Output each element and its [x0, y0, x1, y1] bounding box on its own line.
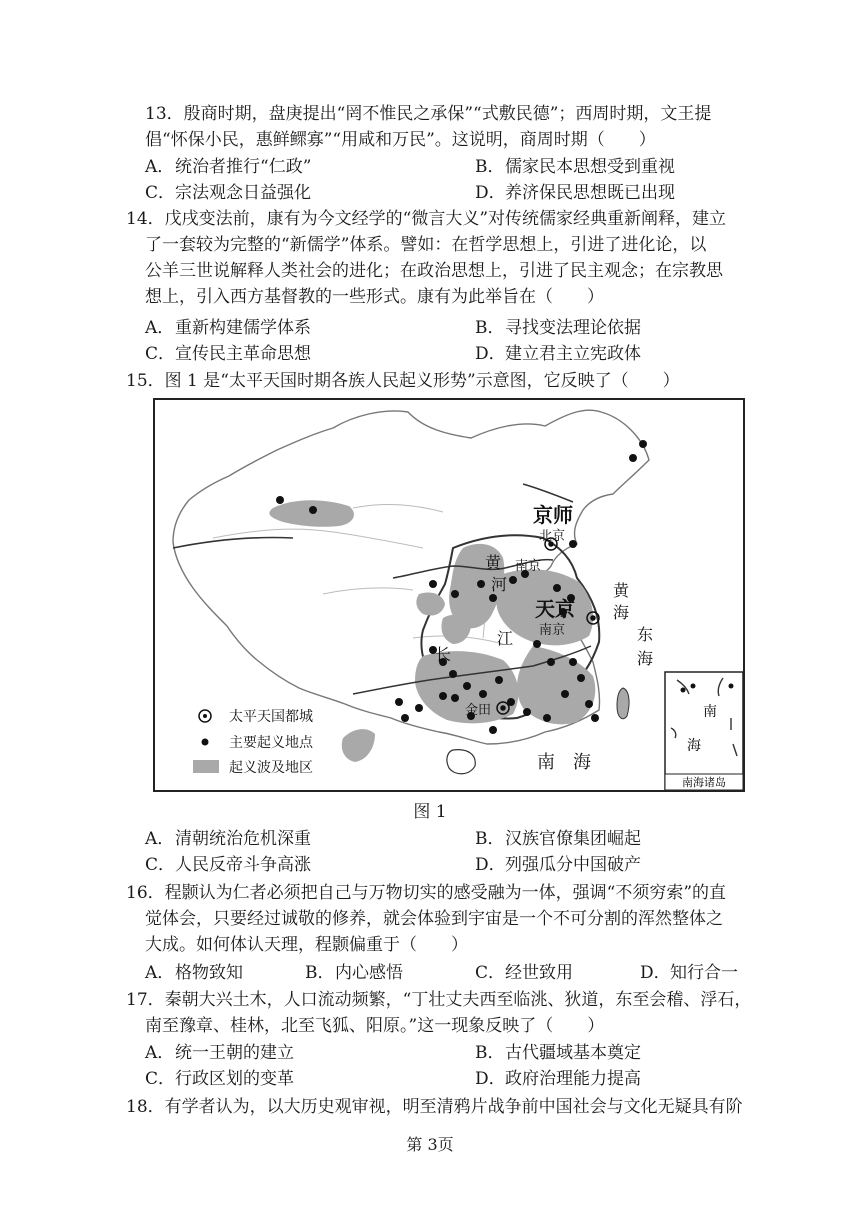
uprising-point [451, 694, 459, 702]
uprising-point [439, 692, 447, 700]
uprising-point [477, 580, 485, 588]
question-17-line-1: 17．秦朝大兴土木，人口流动频繁，“丁壮丈夫西至临洮、狄道，东至会稽、浮石， [126, 990, 752, 1010]
question-17-line-2: 南至豫章、桂林，北至飞狐、阳原。”这一现象反映了（ ） [145, 1016, 605, 1036]
option-d[interactable]: D．建立君主立宪政体 [475, 344, 641, 364]
label-inset-caption: 南海诸岛 [682, 777, 726, 789]
label-huang: 黄 [485, 555, 502, 572]
option-c[interactable]: C．宗法观念日益强化 [145, 183, 311, 203]
uprising-point [543, 714, 551, 722]
uprising-point [509, 576, 517, 584]
option-c[interactable]: C．人民反帝斗争高涨 [145, 855, 311, 875]
uprising-point [547, 658, 555, 666]
taiwan-island [617, 688, 629, 719]
question-15 [126, 368, 766, 394]
uprising-point [395, 698, 403, 706]
dot-icon [202, 739, 209, 746]
question-13-options [145, 154, 765, 206]
option-a[interactable]: A．重新构建儒学体系 [145, 318, 311, 338]
uprising-point [561, 690, 569, 698]
option-a[interactable]: A．统治者推行“仁政” [145, 157, 312, 177]
uprising-point [569, 658, 577, 666]
question-14-line-4: 想上，引入西方基督教的一些形式。康有为此举旨在（ ） [145, 287, 604, 307]
label-tianjing: 天京 [535, 599, 575, 621]
uprising-point [309, 506, 317, 514]
option-b[interactable]: B．汉族官僚集团崛起 [475, 829, 641, 849]
option-a[interactable]: A．格物致知 [145, 963, 243, 983]
label-inset-hai: 海 [687, 737, 701, 753]
option-b[interactable]: B．内心感悟 [305, 963, 403, 983]
option-b[interactable]: B．儒家民本思想受到重视 [475, 157, 675, 177]
question-13-line-2: 倡“怀保小民，惠鲜鳏寡”“用咸和万民”。这说明，商周时期（ ） [145, 130, 656, 150]
uprising-point [553, 584, 561, 592]
uprising-point [585, 700, 593, 708]
svg-text:起义波及地区: 起义波及地区 [229, 759, 313, 775]
svg-text:太平天国都城: 太平天国都城 [229, 708, 313, 724]
label-donghai-2: 海 [637, 651, 654, 668]
option-c[interactable]: C．行政区划的变革 [145, 1069, 294, 1089]
uprising-point [276, 496, 284, 504]
label-he: 河 [491, 577, 508, 594]
option-b[interactable]: B．古代疆域基本奠定 [475, 1043, 641, 1063]
question-15-line-1: 15．图 1 是“太平天国时期各族人民起义形势”示意图，它反映了（ ） [126, 371, 680, 391]
svg-text:主要起义地点: 主要起义地点 [229, 734, 313, 750]
option-c[interactable]: C．经世致用 [475, 963, 573, 983]
question-18 [126, 1094, 766, 1120]
label-jiang: 江 [497, 631, 514, 648]
uprising-point [591, 714, 599, 722]
uprising-point [401, 714, 409, 722]
option-d[interactable]: D．政府治理能力提高 [475, 1069, 641, 1089]
page-number: 第 3页 [406, 1135, 454, 1154]
label-inset-nan: 南 [703, 703, 717, 719]
option-a[interactable]: A．统一王朝的建立 [145, 1043, 294, 1063]
gray-area-icon [193, 760, 219, 773]
question-16-options [145, 960, 765, 986]
question-13-line-1: 13．殷商时期，盘庚提出“罔不惟民之承保”“式敷民德”；西周时期，文王提 [145, 104, 712, 124]
uprising-point [533, 640, 541, 648]
uprising-point [489, 726, 497, 734]
uprising-point [639, 440, 647, 448]
question-14-line-3: 公羊三世说解释人类社会的进化；在政治思想上，引进了民主观念；在宗教思 [145, 261, 723, 281]
label-chang: 长 [435, 647, 452, 664]
uprising-point [523, 708, 531, 716]
question-17 [126, 987, 766, 1039]
uprising-point [463, 682, 471, 690]
uprising-point [629, 454, 637, 462]
question-14-options [145, 315, 765, 367]
label-beijing: 北京 [539, 528, 566, 543]
label-nanjing: 南京 [539, 622, 566, 637]
question-14-line-2: 了一套较为完整的“新儒学”体系。譬如：在哲学思想上，引进了进化论，以 [145, 235, 707, 255]
uprising-point [495, 676, 503, 684]
question-15-options [145, 826, 765, 878]
uprising-point [577, 674, 585, 682]
option-d[interactable]: D．列强瓜分中国破产 [475, 855, 641, 875]
question-16-line-3: 大成。如何体认天理，程颢偏重于（ ） [145, 935, 468, 955]
label-huanghai-1: 黄 [613, 583, 630, 600]
uprising-point [451, 590, 459, 598]
option-a[interactable]: A．清朝统治危机深重 [145, 829, 311, 849]
question-13 [145, 101, 765, 153]
option-d[interactable]: D．养济保民思想既已出现 [475, 183, 675, 203]
label-nanhai: 南 海 [537, 752, 591, 772]
option-c[interactable]: C．宣传民主革命思想 [145, 344, 311, 364]
label-donghai-1: 东 [637, 627, 654, 644]
uprising-point [429, 580, 437, 588]
label-jintian: 金田 [465, 702, 492, 717]
label-jingshi: 京师 [533, 505, 573, 527]
option-d[interactable]: D．知行合一 [640, 963, 738, 983]
question-16-line-1: 16．程颢认为仁者必须把自己与万物切实的感受融为一体，强调“不须穷索”的直 [126, 883, 727, 903]
question-16 [126, 880, 766, 958]
question-16-line-2: 觉体会，只要经过诚敬的修养，就会体验到宇宙是一个不可分割的浑然整体之 [145, 909, 723, 929]
legend-item-uprising-area [193, 759, 313, 775]
taiping-uprising-map [153, 398, 745, 792]
south-sea-islands-inset [665, 672, 743, 790]
label-nanjing-north: 南京 [515, 558, 542, 573]
figure-caption: 图 1 [413, 802, 447, 822]
uprising-point [415, 704, 423, 712]
question-18-line-1: 18．有学者认为，以大历史观审视，明至清鸦片战争前中国社会与文化无疑具有阶 [126, 1097, 743, 1117]
map-frame [154, 399, 744, 791]
hainan-island [447, 750, 475, 774]
question-14-line-1: 14．戊戌变法前，康有为今文经学的“微言大义”对传统儒家经典重新阐释，建立 [126, 209, 727, 229]
uprising-point [489, 594, 497, 602]
question-17-options [145, 1040, 765, 1092]
question-14 [126, 206, 766, 310]
option-b[interactable]: B．寻找变法理论依据 [475, 318, 641, 338]
uprising-point [479, 690, 487, 698]
uprising-point [569, 540, 577, 548]
label-huanghai-2: 海 [613, 605, 630, 622]
uprising-point [449, 670, 457, 678]
